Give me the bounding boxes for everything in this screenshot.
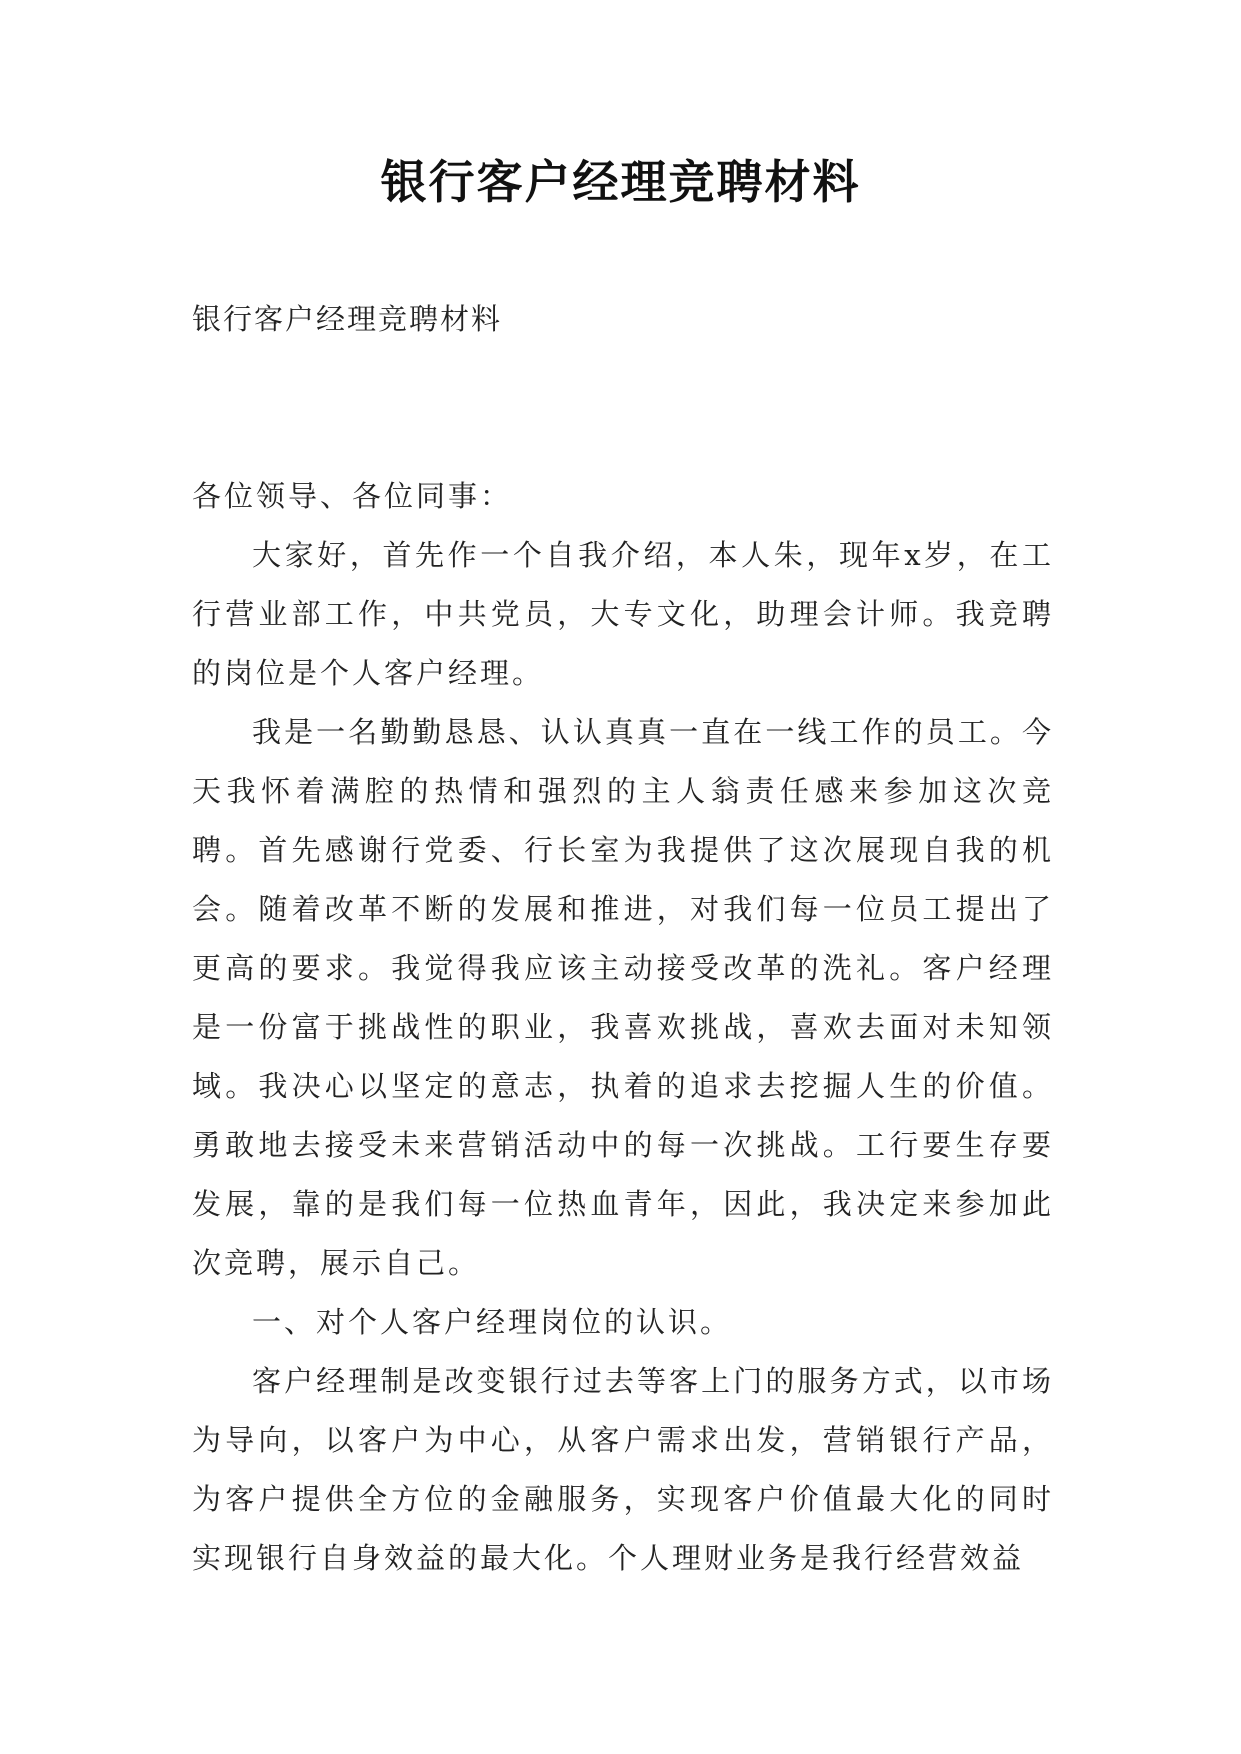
paragraph-role-understanding: 客户经理制是改变银行过去等客上门的服务方式，以市场为导向，以客户为中心，从客户需求出发，营销银行产品，为客户提供全方位的金融服务，实现客户价值最大化的同时实现银行自身效益的最大化。个人理财业务是我行经营效益 xyxy=(192,1364,1054,1575)
document-subtitle: 银行客户经理竞聘材料 xyxy=(192,302,503,336)
paragraph-introduction: 大家好，首先作一个自我介绍，本人朱，现年x岁，在工行营业部工作，中共党员，大专文化，助理会计师。我竞聘的岗位是个人客户经理。 xyxy=(192,538,1054,690)
paragraph-motivation: 我是一名勤勤恳恳、认认真真一直在一线工作的员工。今天我怀着满腔的热情和强烈的主人翁责任感来参加这次竞聘。首先感谢行党委、行长室为我提供了这次展现自我的机会。随着改革不断的发展和推进，对我们每一位员工提出了更高的要求。我觉得我应该主动接受改革的洗礼。客户经理是一份富于挑战性的职业，我喜欢挑战，喜欢去面对未知领域。我决心以坚定的意志，执着的追求去挖掘人生的价值。勇敢地去接受未来营销活动中的每一次挑战。工行要生存要发展，靠的是我们每一位热血青年，因此，我决定来参加此次竞聘，展示自己。 xyxy=(192,715,1054,1280)
document-body xyxy=(192,290,1054,1588)
section-heading-1: 一、对个人客户经理岗位的认识。 xyxy=(252,1305,733,1339)
salutation: 各位领导、各位同事： xyxy=(192,479,513,513)
blank-space xyxy=(192,349,1054,467)
document-title: 银行客户经理竞聘材料 xyxy=(380,155,861,209)
